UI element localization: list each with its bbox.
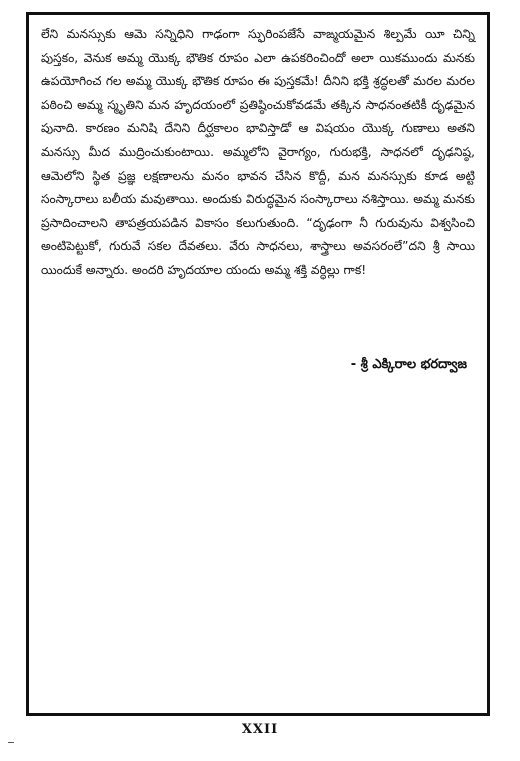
page-border [26,12,490,716]
scan-speck [8,742,14,743]
author-signature: - శ్రీ ఎక్కిరాల భరద్వాజ [350,357,467,372]
page-number: XXII [241,722,279,737]
body-paragraph: లేని మనస్సుకు ఆమె సన్నిధిని గాఢంగా స్ఫురింపజేసే వాఙ్మయమైన శిల్పమే యీ చిన్ని పుస్తకం, వెనుక అమ్మ యొక్క భౌతిక రూపం ఎలా ఉపకరించిందో అలా యికముందు మనకు ఉపయోగించ గల అమ్మ యొక్క భౌతిక రూపం ఈ పుస్తకమే! దీనిని భక్తి శ్రద్ధలతో మరల మరల పఠించి అమ్మ స్మృతిని మన హృదయంలో ప్రతిష్ఠించుకోవడమే తక్కిన సాధనంతటికీ దృఢమైన పునాది. కారణం మనిషి దేనిని దీర్ఘకాలం భావిస్తాడో ఆ విషయం యొక్క గుణాలు అతని మనస్సు మీద ముద్రించుకుంటాయి. అమ్మలోని వైరాగ్యం, గురుభక్తి, సాధనలో దృఢనిష్ఠ, ఆమెలోని స్థిత ప్రజ్ఞ లక్షణాలను మనం భావన చేసిన కొద్దీ, మన మనస్సుకు కూడ అట్టి సంస్కారాలు బలీయ మవుతాయి. అందుకు విరుద్ధమైన సంస్కారాలు నశిస్తాయి. అమ్మ మనకు ప్రసాదించాలని తాపత్రయపడిన వికాసం కలుగుతుంది. “దృఢంగా నీ గురువును విశ్వసించి అంటిపెట్టుకో, గురువే సకల దేవతలు. వేరు సాధనలు, శాస్త్రాలు అవసరంలే”దని శ్రీ సాయి యిందుకే అన్నారు. అందరి హృదయాల యందు అమ్మ శక్తి వర్ధిల్లు గాక! [41,27,475,277]
